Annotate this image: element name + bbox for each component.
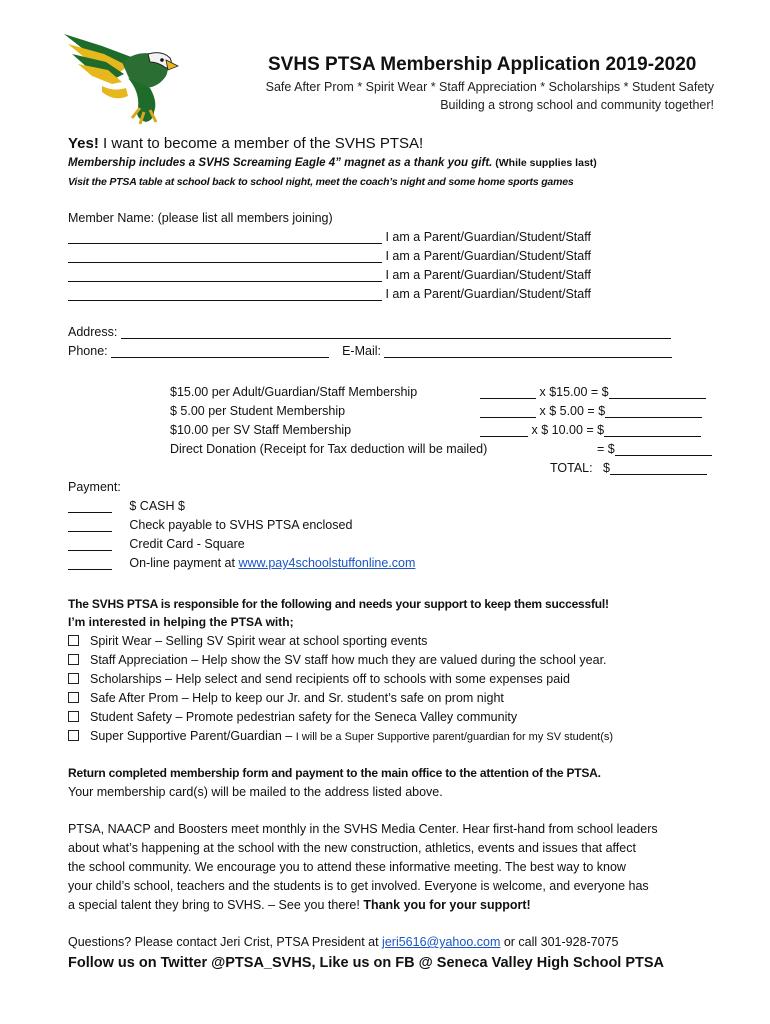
member-row-2 — [68, 249, 591, 263]
support-item-safe-after-prom — [68, 691, 504, 705]
staff-amount-field[interactable] — [604, 424, 701, 437]
membership-card-note: Your membership card(s) will be mailed to the address listed above. — [68, 785, 443, 799]
donation-label: Direct Donation (Receipt for Tax deduction will be mailed) — [170, 442, 488, 456]
total-dollar: $ — [603, 461, 610, 475]
member-role-text: I am a Parent/Guardian/Student/Staff — [385, 268, 591, 282]
membership-note-text: Membership includes a SVHS Screaming Eagle 4” magnet as a thank you gift. — [68, 157, 493, 169]
fee-adult-label: $15.00 per Adult/Guardian/Staff Membership — [170, 385, 418, 399]
member-role-text: I am a Parent/Guardian/Student/Staff — [385, 249, 591, 263]
subtitle-programs: Safe After Prom * Spirit Wear * Staff Appreciation * Scholarships * Student Safety — [265, 80, 714, 94]
address-label: Address: — [68, 325, 118, 339]
member-role-text: I am a Parent/Guardian/Student/Staff — [385, 230, 591, 244]
phone-email-row — [68, 344, 672, 358]
yes-text: Yes! — [68, 135, 99, 152]
phone-label: Phone: — [68, 344, 108, 358]
meeting-paragraph-line-2: about what’s happening at the school with the new construction, athletics, events and issues that affect — [68, 841, 636, 855]
support-item-scholarships — [68, 672, 570, 686]
fee-student-label: $ 5.00 per Student Membership — [170, 404, 346, 418]
payment-option-online — [68, 556, 415, 570]
member-role-text: I am a Parent/Guardian/Student/Staff — [385, 287, 591, 301]
total-amount-field[interactable] — [610, 462, 707, 475]
supplies-note: (While supplies last) — [492, 157, 597, 169]
member-name-field[interactable] — [68, 269, 382, 282]
payment-option-check — [68, 518, 352, 532]
paragraph-closing-text: a special talent they bring to SVHS. – See you there! — [68, 898, 364, 912]
form-title: SVHS PTSA Membership Application 2019-2020 — [268, 54, 697, 75]
support-item-supportive-parent — [68, 729, 613, 743]
email-label: E-Mail: — [342, 344, 381, 358]
payment-option-text: $ CASH $ — [129, 499, 185, 513]
support-item-text: Student Safety – Promote pedestrian safety for the Seneca Valley community — [90, 710, 518, 724]
questions-line — [68, 935, 619, 949]
member-name-field[interactable] — [68, 231, 382, 244]
visit-note: Visit the PTSA table at school back to school night, meet the coach’s night and some home sports games — [68, 176, 574, 188]
intro-headline — [68, 135, 423, 152]
donation-calc — [597, 442, 712, 456]
social-media-line: Follow us on Twitter @PTSA_SVHS, Like us on FB @ Seneca Valley High School PTSA — [68, 955, 665, 971]
member-row-4 — [68, 287, 591, 301]
payment-website-link[interactable]: www.pay4schoolstuffonline.com — [238, 556, 416, 570]
questions-text: Questions? Please contact Jeri Crist, PTSA President at — [68, 935, 383, 949]
staff-appreciation-checkbox[interactable] — [68, 654, 79, 665]
payment-option-text: Check payable to SVHS PTSA enclosed — [129, 518, 353, 532]
donation-calc-text: = $ — [597, 442, 615, 456]
payment-option-text: Credit Card - Square — [129, 537, 245, 551]
questions-phone-text: or call 301-928-7075 — [500, 935, 619, 949]
support-heading: The SVHS PTSA is responsible for the following and needs your support to keep them successful! — [68, 597, 609, 611]
support-item-detail: I will be a Super Supportive parent/guardian for my SV student(s) — [295, 731, 614, 743]
student-qty-field[interactable] — [480, 405, 536, 418]
fee-staff-calc — [480, 423, 701, 437]
meeting-paragraph-line-4: your child’s school, teachers and the students is to get involved. Everyone is welcome, and everyone has — [68, 879, 649, 893]
support-item-staff-appreciation — [68, 653, 607, 667]
address-row — [68, 325, 671, 339]
student-amount-field[interactable] — [605, 405, 702, 418]
address-field[interactable] — [121, 326, 671, 339]
spirit-wear-checkbox[interactable] — [68, 635, 79, 646]
donation-amount-field[interactable] — [615, 443, 712, 456]
eagle-logo — [62, 26, 184, 126]
member-row-1 — [68, 230, 591, 244]
payment-option-text: On-line payment at — [129, 556, 239, 570]
return-instructions: Return completed membership form and payment to the main office to the attention of the PTSA. — [68, 766, 601, 780]
support-item-text: Safe After Prom – Help to keep our Jr. and Sr. student’s safe on prom night — [90, 691, 504, 705]
thank-you-text: Thank you for your support! — [363, 898, 531, 912]
support-item-text: Staff Appreciation – Help show the SV staff how much they are valued during the school year. — [90, 653, 607, 667]
phone-field[interactable] — [111, 345, 329, 358]
payment-option-cash — [68, 499, 185, 513]
email-field[interactable] — [384, 345, 672, 358]
headline-text: I want to become a member of the SVHS PTSA! — [98, 135, 424, 152]
total-label: TOTAL: — [550, 461, 593, 475]
adult-amount-field[interactable] — [609, 386, 706, 399]
subtitle-tagline: Building a strong school and community together! — [440, 98, 714, 112]
staff-qty-field[interactable] — [480, 424, 528, 437]
payment-check-field[interactable] — [68, 519, 112, 532]
supportive-parent-checkbox[interactable] — [68, 730, 79, 741]
safe-after-prom-checkbox[interactable] — [68, 692, 79, 703]
member-name-label: Member Name: (please list all members joining) — [68, 211, 333, 225]
support-item-student-safety — [68, 710, 517, 724]
support-item-text: Scholarships – Help select and send recipients off to schools with some expenses paid — [90, 672, 570, 686]
support-subheading: I’m interested in helping the PTSA with; — [68, 615, 294, 629]
fee-calc-text: x $ 10.00 = $ — [531, 423, 605, 437]
support-item-spirit-wear — [68, 634, 427, 648]
student-safety-checkbox[interactable] — [68, 711, 79, 722]
support-item-text: Super Supportive Parent/Guardian – — [90, 729, 296, 743]
payment-cash-field[interactable] — [68, 500, 112, 513]
total-row — [550, 461, 707, 475]
membership-note — [68, 157, 597, 169]
payment-option-card — [68, 537, 245, 551]
member-name-field[interactable] — [68, 250, 382, 263]
meeting-paragraph-line-3: the school community. We encourage you to attend these informative meeting. The best way to know — [68, 860, 626, 874]
payment-label: Payment: — [68, 480, 121, 494]
fee-adult-calc — [480, 385, 706, 399]
contact-email-link[interactable]: jeri5616@yahoo.com — [382, 935, 501, 949]
fee-calc-text: x $15.00 = $ — [539, 385, 609, 399]
adult-qty-field[interactable] — [480, 386, 536, 399]
payment-online-field[interactable] — [68, 557, 112, 570]
member-name-field[interactable] — [68, 288, 382, 301]
meeting-paragraph-line-1: PTSA, NAACP and Boosters meet monthly in the SVHS Media Center. Hear first-hand from school leaders — [68, 822, 658, 836]
fee-calc-text: x $ 5.00 = $ — [539, 404, 606, 418]
fee-student-calc — [480, 404, 702, 418]
support-item-text: Spirit Wear – Selling SV Spirit wear at school sporting events — [90, 634, 428, 648]
scholarships-checkbox[interactable] — [68, 673, 79, 684]
member-row-3 — [68, 268, 591, 282]
payment-card-field[interactable] — [68, 538, 112, 551]
fee-staff-label: $10.00 per SV Staff Membership — [170, 423, 352, 437]
meeting-paragraph-line-5 — [68, 898, 531, 912]
